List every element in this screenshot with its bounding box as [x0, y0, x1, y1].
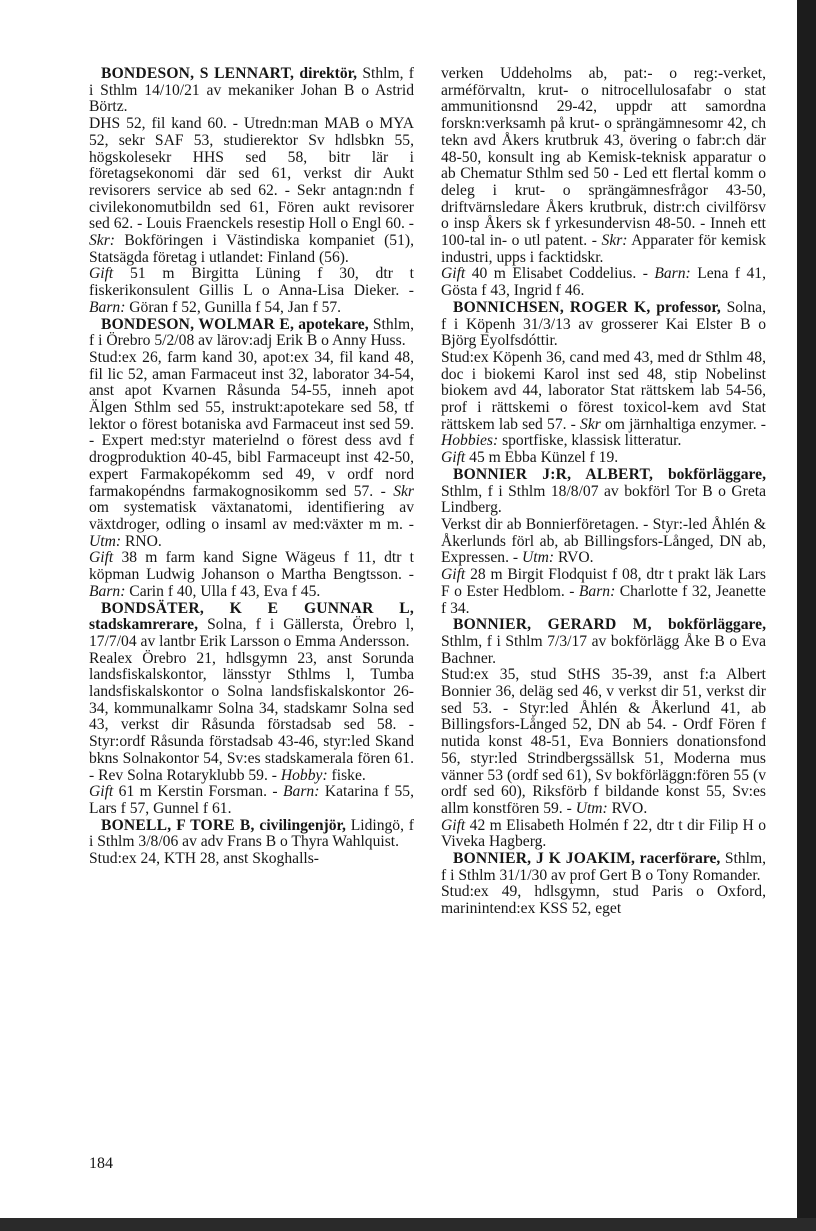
- section-label: Gift: [441, 449, 466, 467]
- entry-text: Lena f 41, Gösta f 43, Ingrid f 46.: [441, 265, 766, 300]
- entry-paragraph: [441, 617, 766, 817]
- entry-text: 38 m farm kand Signe Wägeus f 11, dtr t köpman Ludwig Johanson o Martha Bengtsson. -: [89, 549, 414, 584]
- biography-entry: [89, 818, 414, 868]
- biography-entry: [89, 66, 414, 317]
- entry-text: Katarina f 55, Lars f 57, Gunnel f 61.: [89, 783, 414, 817]
- occupation: professor,: [656, 298, 721, 316]
- section-label: Utm:: [521, 549, 555, 567]
- person-name: BONNIER J:R, ALBERT,: [453, 465, 654, 483]
- section-label: Barn:: [283, 783, 320, 801]
- entry-text: 40 m Elisabet Coddelius. -: [465, 265, 655, 283]
- section-label: Gift: [441, 265, 466, 283]
- entry-text: verken Uddeholms ab, pat:- o reg:-verket, arméförvaltn, krut- o nitrocellulosafabr o stat ammunitionsnd 29-42, uppdr att samordna forskn:verksamh på krut- o sprängämnesomr 42, ch tekn avd Åkers krutbruk 43, övering o fabr:ch där 48-50, konsult ing ab Kemisk-teknisk apparatur o ab Chematur Sthlm sed 50 - Led ett flertal komm o deleg i krut- o sprängämnesfrågor 43-50, driftvärnsledare Åkers krutbruk, distr:ch civilförsv o insp Åkers sk f yrkesundervisn 48-50. - Inneh ett 100-tal in- o utl patent. -: [441, 65, 766, 250]
- birth-info: Solna, f i Köpenh 31/3/13 av grosserer Kai Elster B o Björg Eyolfsdóttir.: [441, 298, 766, 350]
- entry-text: Göran f 52, Gunilla f 54, Jan f 57.: [125, 298, 342, 316]
- entry-paragraph: [89, 784, 414, 817]
- entry-paragraph: [441, 851, 766, 918]
- section-label: Gift: [89, 265, 114, 283]
- entry-paragraph: [441, 467, 766, 567]
- person-name: BONDESON, WOLMAR E,: [101, 315, 295, 333]
- biography-entry: [441, 617, 766, 851]
- birth-info: Sthlm, f i Örebro 5/2/08 av lärov:adj Erik B o Anny Huss.: [89, 315, 414, 350]
- entry-text: Realex Örebro 21, hdlsgymn 23, anst Sorunda landsfiskalskontor, länsstyr Sthlms l, Tumba landsfiskalskontor o Solna landsfiskalskontor 26-34, kommunalkamr Solna 34, stadskamr Solna sed 43, verkst dir Råsunda förstadsab sed 58. - Styr:ordf Råsunda förstadsab 43-46, styr:led Skand bkns Solnakontor 54, Sv:es stadskamerala fören 61. - Rev Solna Rotaryklubb 59. -: [89, 649, 414, 784]
- entry-text: fiske.: [327, 766, 366, 784]
- scan-edge-bottom: [0, 1218, 816, 1231]
- entry-paragraph: [441, 450, 766, 467]
- biography-entry: [89, 317, 414, 601]
- occupation: apotekare,: [298, 315, 369, 333]
- section-label: Gift: [441, 566, 466, 584]
- occupation: racerförare,: [639, 850, 721, 868]
- entry-text: Bokföringen i Västindiska kompaniet (51), Statsägda företag i utlandet: Finland (56).: [89, 232, 414, 266]
- entry-text: Stud:ex 24, KTH 28, anst Skoghalls-: [89, 850, 320, 868]
- birth-info: Sthlm, f i Sthlm 18/8/07 av bokförl Tor B o Greta Lindberg.: [441, 482, 766, 517]
- entry-paragraph: [89, 818, 414, 868]
- section-label: Skr: [580, 415, 601, 433]
- biography-entry: [89, 601, 414, 818]
- birth-info: Sthlm, f i Sthlm 14/10/21 av mekaniker Johan B o Astrid Börtz.: [89, 65, 414, 116]
- birth-info: Solna, f i Gällersta, Örebro l, 17/7/04 av lantbr Erik Larsson o Emma Andersson.: [89, 616, 414, 650]
- entry-paragraph: [89, 266, 414, 316]
- occupation: civilingenjör,: [259, 816, 346, 834]
- right-column: [441, 66, 766, 918]
- section-label: Hobby:: [280, 766, 328, 784]
- section-label: Gift: [89, 783, 114, 801]
- entry-paragraph: [441, 818, 766, 851]
- occupation: stadskamrerare,: [89, 616, 198, 634]
- biography-entry: [441, 851, 766, 918]
- entry-paragraph: [89, 550, 414, 600]
- section-label: Skr:: [89, 232, 115, 250]
- biography-entry: [441, 300, 766, 467]
- birth-info: Sthlm, f i Sthlm 7/3/17 av bokförlägg Åke B o Eva Bachner.: [441, 632, 766, 667]
- entry-paragraph: [441, 66, 766, 266]
- entry-text: 45 m Ebba Künzel f 19.: [465, 449, 619, 467]
- entry-text: Apparater för kemisk industri, upps i facktidskr.: [441, 232, 766, 266]
- entry-text: Stud:ex 26, farm kand 30, apot:ex 34, fil kand 48, fil lic 52, aman Farmaceut inst 32, laborator 34-54, anst apot Kvarnen Råsunda 54-55, inneh apot Älgen Sthlm sed 55, instrukt:apotekare sed 58, tf lektor o förest botaniska avd Farmaceut inst sed 59. - Expert med:styr materielnd o förest dess avd f drogproduktion 40-45, bibl Farmaceupt inst 42-50, expert Farmakopékomm sed 49, v ordf nord farmakopéndns farmakognosikomm sed 57. -: [89, 348, 414, 500]
- section-label: Skr:: [601, 232, 628, 250]
- entry-text: sportfiske, klassisk litteratur.: [498, 432, 682, 450]
- section-label: Hobbies:: [441, 432, 499, 450]
- entry-text: 28 m Birgit Flodquist f 08, dtr t prakt läk Lars F o Ester Hedblom. -: [441, 566, 766, 600]
- entry-text: RNO.: [121, 532, 162, 550]
- occupation: bokförläggare,: [667, 465, 766, 483]
- entry-paragraph: [89, 66, 414, 266]
- section-label: Barn:: [654, 265, 691, 283]
- entry-paragraph: [89, 601, 414, 785]
- entry-text: om järnhaltiga enzymer. -: [600, 415, 766, 433]
- entry-text: Stud:ex 35, stud StHS 35-39, anst f:a Albert Bonnier 36, deläg sed 46, v verkst dir 51, verkst dir sed 53. - Styr:led Åhlén & Åkerlund 41, ab Billingsfors-Långed 52, DN ab 54. - Ordf Fören f nutida konst 48-51, Eva Bonniers donationsfond 56, styr:led Strindbergssällsk 51, Moderna mus vänner 53 (ordf sed 61), Sv bokförläggn:fören 55 (v ordf sed 60), Riksförb f bildande konst 55, Sv:es allm konstfören 59. -: [441, 666, 766, 817]
- section-label: Gift: [441, 816, 466, 834]
- birth-info: Lidingö, f i Sthlm 3/8/06 av adv Frans B o Thyra Wahlquist.: [89, 816, 414, 851]
- entry-text: DHS 52, fil kand 60. - Utredn:man MAB o MYA 52, sekr SAF 53, studierektor Sv hdlsbkn 55, högskolesekr HHS sed 58, bitr lär i företagsekonomi där sed 61, verkst dir Aukt revisorers service ab sed 62. - Sekr antagn:ndn f civilekonomutbildn sed 61, Fören aukt revisorer sed 62. - Louis Fraenckels resestip Holl o Engl 60. -: [89, 115, 414, 233]
- section-label: Skr: [393, 482, 414, 500]
- scan-edge-right: [797, 0, 816, 1231]
- entry-text: 42 m Elisabeth Holmén f 22, dtr t dir Filip H o Viveka Hagberg.: [441, 816, 766, 851]
- entry-text: Stud:ex Köpenh 36, cand med 43, med dr Sthlm 48, doc i biokemi Karol inst sed 48, stip Nobelinst biokem avd 44, laborator Stat rättskem lab 54-56, prof i rättskemi o förest toxicol-kem avd Stat rättskem lab sed 57. -: [441, 348, 766, 433]
- entry-text: Verkst dir ab Bonnierföretagen. - Styr:-led Åhlén & Åkerlunds förl ab, ab Billingsfors-Långed, DN ab, Expressen. -: [441, 515, 766, 567]
- entry-paragraph: [89, 317, 414, 551]
- entry-paragraph: [441, 567, 766, 617]
- entry-paragraph: [441, 300, 766, 450]
- entry-paragraph: [441, 266, 766, 299]
- person-name: BONDSÄTER, K E GUNNAR L,: [101, 599, 414, 617]
- person-name: BONNIER, GERARD M,: [453, 616, 652, 634]
- entry-text: 61 m Kerstin Forsman. -: [113, 783, 284, 801]
- biography-entry: [441, 66, 766, 300]
- entry-text: RVO.: [607, 799, 648, 817]
- page-number: 184: [89, 1155, 113, 1172]
- section-label: Gift: [89, 549, 114, 567]
- section-label: Barn:: [578, 582, 616, 600]
- person-name: BONNIER, J K JOAKIM,: [453, 850, 636, 868]
- left-column: [89, 66, 414, 868]
- person-name: BONNICHSEN, ROGER K,: [453, 298, 651, 316]
- section-label: Utm:: [89, 532, 122, 550]
- occupation: bokförläggare,: [667, 616, 766, 634]
- birth-info: Sthlm, f i Sthlm 31/1/30 av prof Gert B o Tony Romander.: [441, 850, 766, 884]
- entry-text: om systematisk växtanatomi, identifiering av växtdroger, odling o insaml av med:växter m m. -: [89, 499, 414, 533]
- section-label: Utm:: [575, 799, 608, 817]
- person-name: BONELL, F TORE B,: [101, 816, 255, 834]
- entry-text: Charlotte f 32, Jeanette f 34.: [441, 582, 766, 617]
- entry-text: RVO.: [554, 549, 594, 567]
- entry-text: 51 m Birgitta Lüning f 30, dtr t fiskerikonsulent Gillis L o Anna-Lisa Dieker. -: [89, 265, 414, 300]
- entry-text: Carin f 40, Ulla f 43, Eva f 45.: [125, 582, 321, 600]
- person-name: BONDESON, S LENNART,: [101, 65, 295, 82]
- section-label: Barn:: [89, 582, 126, 600]
- occupation: direktör,: [299, 65, 358, 82]
- biography-entry: [441, 467, 766, 617]
- entry-text: Stud:ex 49, hdlsgymn, stud Paris o Oxford, marinintend:ex KSS 52, eget: [441, 883, 766, 918]
- section-label: Barn:: [89, 298, 126, 316]
